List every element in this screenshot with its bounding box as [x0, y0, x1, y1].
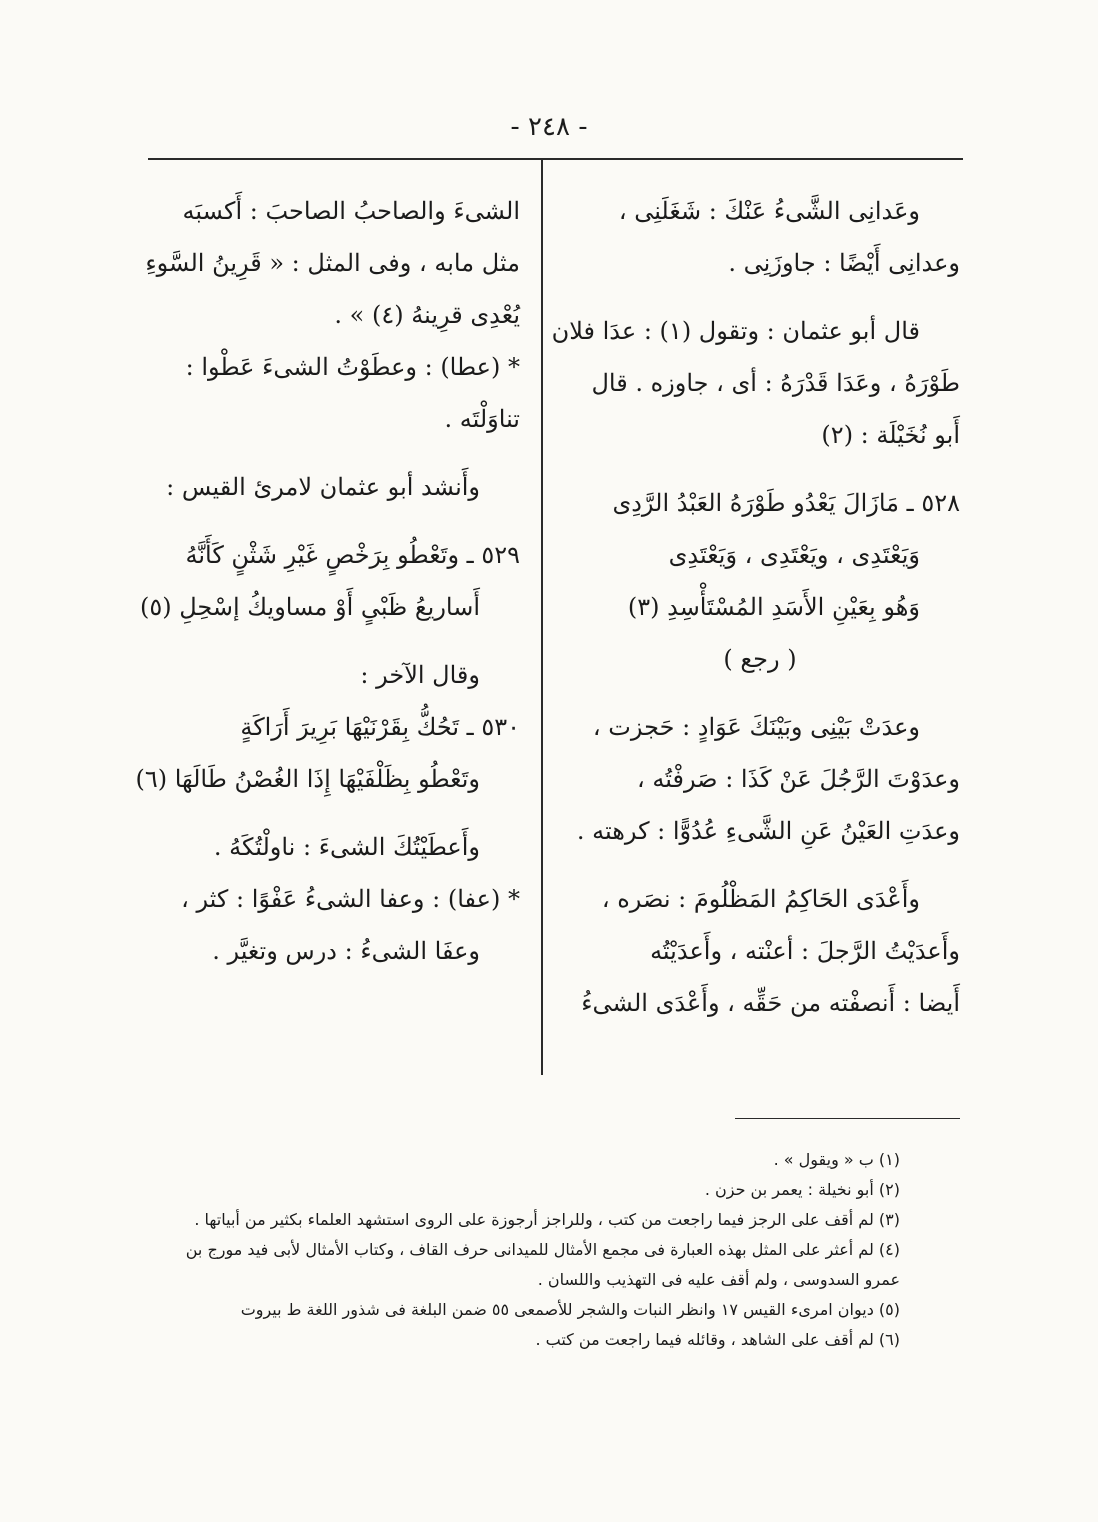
footnote: (٥) ديوان امرىء القيس ١٧ وانظر النبات والشجر للأصمعى ٥٥ ضمن البلغة فى شذور اللغة ط بيروت	[240, 1300, 900, 1319]
text-line: الشىءَ والصاحبُ الصاحبَ : أَكسبَه	[182, 197, 520, 225]
text-line: وتَعْطُو بِظَلْفَيْهَا إِذَا الغُصْنُ طَالَهَا (٦)	[135, 765, 480, 793]
header-rule	[148, 158, 963, 160]
text-line: يُعْدِى قرِينهُ (٤) » .	[334, 301, 520, 329]
footnote: (٤) لم أعثر على المثل بهذه العبارة فى مجمع الأمثال للميدانى حرف القاف ، وكتاب الأمثال لأبى فيد مورج بن	[185, 1240, 900, 1259]
column-divider	[541, 160, 543, 1075]
page-number: - ٢٤٨ -	[510, 112, 588, 142]
text-line: ٥٢٩ ـ وتَعْطُو بِرَخْصٍ غَيْرِ شَثْنٍ كَأَنَّهُ	[185, 541, 520, 569]
text-line: وعفَا الشىءُ : درس وتغيَّر .	[212, 937, 480, 965]
text-line: وَيَعْتَدِى ، ويَعْتَدِى ، وَيَعْتَدِى	[668, 541, 920, 569]
text-line: وأَنشد أبو عثمان لامرئ القيس :	[166, 473, 480, 501]
text-line: وأَعطَيْتُكَ الشىءَ : ناولْتُكَهُ .	[213, 833, 480, 861]
text-line: طَوْرَهُ ، وعَدَا قَدْرَهُ : أى ، جاوزه . قال	[591, 369, 960, 397]
left-column	[135, 185, 520, 977]
text-line: أَيضا : أَنصفْته من حَقِّه ، وأَعْدَى الشىءُ	[581, 989, 960, 1017]
text-line: وقال الآخر :	[360, 661, 480, 689]
text-line: أَساريعُ ظَبْىٍ أَوْ مساويكُ إسْحِلِ (٥)	[139, 593, 480, 621]
footnote: (١) ب « ويقول » .	[773, 1150, 900, 1169]
text-line: وعدَتْ بَيْنِى وبَيْنَكَ عَوَادٍ : حَجزت ،	[592, 713, 920, 741]
text-line: وعدانِى أَيْضًا : جاوزَنِى .	[728, 249, 960, 277]
text-line: وأَعدَيْتُ الرَّجلَ : أعنْته ، وأَعدَيْتُه	[650, 937, 960, 965]
text-line: تناوَلْتَه .	[444, 405, 520, 433]
text-line: وعَدانِى الشَّىءُ عَنْكَ : شَغَلَنِى ،	[618, 197, 920, 225]
text-line: * (عفا) : وعفا الشىءُ عَفْوًا : كثر ،	[181, 885, 520, 913]
footnote: (٢) أبو نخيلة : يعمر بن حزن .	[704, 1180, 900, 1199]
text-line: أَبو نُخَيْلَة : (٢)	[821, 421, 960, 449]
footnote-rule	[735, 1118, 960, 1119]
text-line: وأَعْدَى الحَاكِمُ المَظْلُومَ : نصَره ،	[601, 885, 920, 913]
text-line: ٥٢٨ ـ مَازَالَ يَعْدُو طَوْرَهُ العَبْدُ الرَّدِى	[612, 489, 960, 517]
right-column	[551, 185, 960, 1029]
text-line: ٥٣٠ ـ تَحُكُّ بِقَرْنَيْهَا بَرِيرَ أَرَاكَةٍ	[240, 713, 520, 741]
text-line: وعدَتِ العَيْنُ عَنِ الشَّىءِ عُدُوًّا : كرهته .	[576, 817, 960, 845]
text-line: مثل مابه ، وفى المثل : « قَرِينُ السَّوءِ	[145, 249, 520, 277]
text-line: * (عطا) : وعطَوْتُ الشىءَ عَطْوا :	[185, 353, 520, 381]
text-line: قال أبو عثمان : وتقول (١) : عدَا فلان	[551, 317, 920, 345]
text-line: وعدَوْتَ الرَّجُلَ عَنْ كَذَا : صَرفْتُه ،	[636, 765, 960, 793]
footnotes	[120, 1148, 900, 1358]
footnote: (٣) لم أقف على الرجز فيما راجعت من كتب ، وللراجز أرجوزة على الروى استشهد العلماء بكثير من أبياتها .	[194, 1210, 900, 1229]
text-line: وَهُو بِعَيْنِ الأَسَدِ المُسْتَأْسِدِ (٣)	[627, 593, 920, 621]
text-line: ( رجع )	[723, 645, 797, 673]
footnote: (٦) لم أقف على الشاهد ، وقائله فيما راجعت من كتب .	[535, 1330, 900, 1349]
footnote: عمرو السدوسى ، ولم أقف عليه فى التهذيب واللسان .	[537, 1270, 900, 1289]
